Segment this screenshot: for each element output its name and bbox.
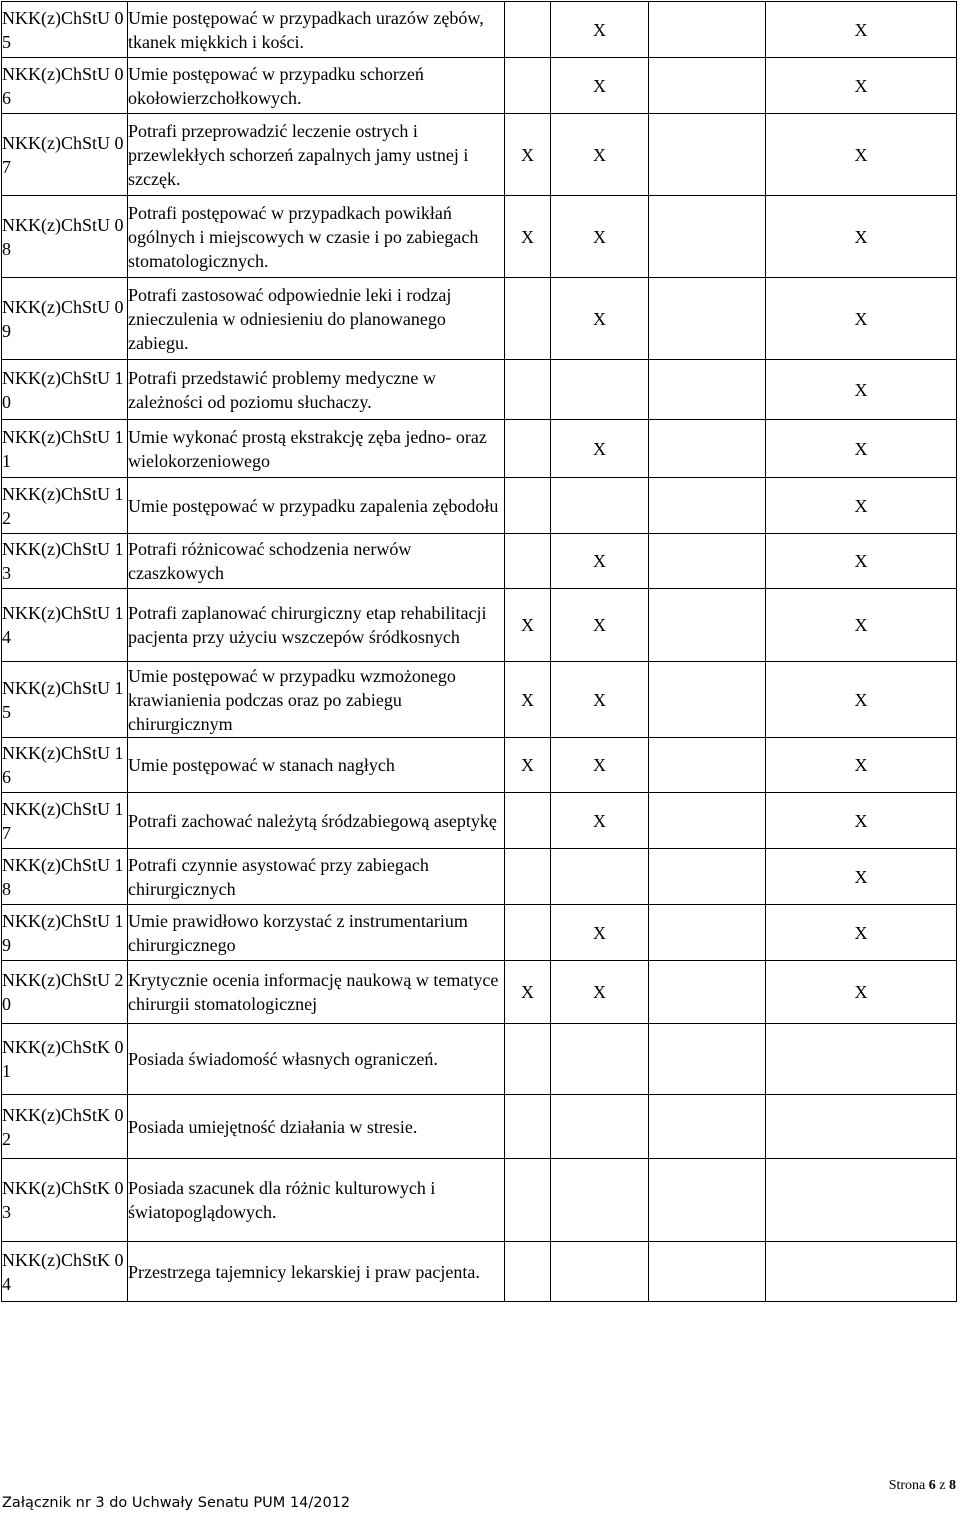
- table-row: [2, 589, 957, 662]
- method-mark-2: X: [551, 114, 649, 196]
- outcome-description: Potrafi zaplanować chirurgiczny etap rehabilitacji pacjenta przy użyciu wszczepów śródkosnych: [128, 589, 505, 662]
- table-row: [2, 1024, 957, 1095]
- method-mark-2: X: [551, 961, 649, 1024]
- method-mark-1: [505, 1242, 551, 1302]
- outcome-description: Posiada umiejętność działania w stresie.: [128, 1095, 505, 1159]
- outcome-code: NKK(z)ChStK 04: [2, 1242, 128, 1302]
- method-mark-4: X: [766, 2, 957, 58]
- method-mark-4: X: [766, 360, 957, 420]
- method-mark-1: [505, 2, 551, 58]
- outcome-code: NKK(z)ChStU 14: [2, 589, 128, 662]
- outcome-code: NKK(z)ChStU 18: [2, 849, 128, 905]
- method-mark-2: [551, 360, 649, 420]
- method-mark-4: X: [766, 196, 957, 278]
- table-row: [2, 420, 957, 478]
- method-mark-3: [649, 1159, 766, 1242]
- method-mark-4: X: [766, 420, 957, 478]
- method-mark-4: X: [766, 114, 957, 196]
- method-mark-3: [649, 1095, 766, 1159]
- outcome-description: Przestrzega tajemnicy lekarskiej i praw pacjenta.: [128, 1242, 505, 1302]
- table-row: [2, 1095, 957, 1159]
- method-mark-1: [505, 1024, 551, 1095]
- outcome-code: NKK(z)ChStU 12: [2, 478, 128, 534]
- method-mark-3: [649, 849, 766, 905]
- method-mark-2: [551, 478, 649, 534]
- method-mark-3: [649, 196, 766, 278]
- method-mark-4: [766, 1159, 957, 1242]
- method-mark-2: X: [551, 793, 649, 849]
- method-mark-3: [649, 114, 766, 196]
- table-row: [2, 793, 957, 849]
- table-row: [2, 534, 957, 589]
- table-row: [2, 478, 957, 534]
- method-mark-4: [766, 1242, 957, 1302]
- outcome-description: Krytycznie ocenia informację naukową w tematyce chirurgii stomatologicznej: [128, 961, 505, 1024]
- method-mark-1: [505, 58, 551, 114]
- method-mark-2: X: [551, 905, 649, 961]
- method-mark-4: X: [766, 478, 957, 534]
- outcome-description: Potrafi czynnie asystować przy zabiegach chirurgicznych: [128, 849, 505, 905]
- method-mark-2: X: [551, 196, 649, 278]
- method-mark-1: X: [505, 662, 551, 738]
- outcome-code: NKK(z)ChStU 07: [2, 114, 128, 196]
- page-number: [889, 1478, 956, 1494]
- method-mark-4: X: [766, 905, 957, 961]
- table-row: [2, 58, 957, 114]
- method-mark-2: X: [551, 534, 649, 589]
- method-mark-3: [649, 420, 766, 478]
- outcome-code: NKK(z)ChStU 10: [2, 360, 128, 420]
- method-mark-4: X: [766, 662, 957, 738]
- outcome-description: Umie postępować w przypadku zapalenia zębodołu: [128, 478, 505, 534]
- method-mark-1: [505, 478, 551, 534]
- method-mark-1: X: [505, 961, 551, 1024]
- outcome-description: Potrafi zachować należytą śródzabiegową aseptykę: [128, 793, 505, 849]
- table-row: [2, 905, 957, 961]
- method-mark-3: [649, 478, 766, 534]
- page-current: 6: [928, 1478, 936, 1493]
- method-mark-2: X: [551, 58, 649, 114]
- table-row: [2, 849, 957, 905]
- table-body: [2, 2, 957, 1302]
- outcome-code: NKK(z)ChStK 02: [2, 1095, 128, 1159]
- method-mark-3: [649, 58, 766, 114]
- outcome-description: Umie postępować w przypadkach urazów zębów, tkanek miękkich i kości.: [128, 2, 505, 58]
- table-row: [2, 961, 957, 1024]
- method-mark-3: [649, 1242, 766, 1302]
- method-mark-1: X: [505, 196, 551, 278]
- attachment-footer: Załącznik nr 3 do Uchwały Senatu PUM 14/2012: [2, 1495, 351, 1511]
- method-mark-3: [649, 738, 766, 793]
- page-prefix: Strona: [888, 1478, 926, 1493]
- outcome-code: NKK(z)ChStU 19: [2, 905, 128, 961]
- method-mark-4: X: [766, 849, 957, 905]
- method-mark-1: X: [505, 589, 551, 662]
- table-row: [2, 360, 957, 420]
- method-mark-4: X: [766, 278, 957, 360]
- outcome-code: NKK(z)ChStK 01: [2, 1024, 128, 1095]
- table-row: [2, 2, 957, 58]
- method-mark-4: X: [766, 961, 957, 1024]
- table-row: [2, 662, 957, 738]
- method-mark-4: X: [766, 58, 957, 114]
- method-mark-2: [551, 1242, 649, 1302]
- method-mark-3: [649, 961, 766, 1024]
- method-mark-1: [505, 1159, 551, 1242]
- outcome-code: NKK(z)ChStU 16: [2, 738, 128, 793]
- method-mark-2: X: [551, 420, 649, 478]
- table-row: [2, 1159, 957, 1242]
- method-mark-1: [505, 534, 551, 589]
- outcomes-table-container: [1, 1, 956, 1305]
- table-row: [2, 738, 957, 793]
- outcome-description: Umie prawidłowo korzystać z instrumentarium chirurgicznego: [128, 905, 505, 961]
- method-mark-2: [551, 1159, 649, 1242]
- method-mark-4: X: [766, 738, 957, 793]
- outcome-description: Posiada świadomość własnych ograniczeń.: [128, 1024, 505, 1095]
- outcome-code: NKK(z)ChStU 17: [2, 793, 128, 849]
- outcome-description: Potrafi postępować w przypadkach powikłań ogólnych i miejscowych w czasie i po zabiegach stomatologicznych.: [128, 196, 505, 278]
- method-mark-1: [505, 360, 551, 420]
- method-mark-3: [649, 534, 766, 589]
- outcome-description: Potrafi przeprowadzić leczenie ostrych i przewlekłych schorzeń zapalnych jamy ustnej i szczęk.: [128, 114, 505, 196]
- outcome-code: NKK(z)ChStU 15: [2, 662, 128, 738]
- method-mark-4: X: [766, 534, 957, 589]
- table-row: [2, 196, 957, 278]
- method-mark-2: [551, 849, 649, 905]
- outcome-description: Posiada szacunek dla różnic kulturowych i światopoglądowych.: [128, 1159, 505, 1242]
- method-mark-3: [649, 2, 766, 58]
- method-mark-4: X: [766, 793, 957, 849]
- method-mark-2: [551, 1024, 649, 1095]
- outcome-code: NKK(z)ChStU 09: [2, 278, 128, 360]
- method-mark-1: [505, 905, 551, 961]
- outcome-description: Umie postępować w przypadku wzmożonego krawianienia podczas oraz po zabiegu chirurgicznym: [128, 662, 505, 738]
- outcome-code: NKK(z)ChStU 11: [2, 420, 128, 478]
- method-mark-1: X: [505, 738, 551, 793]
- method-mark-3: [649, 278, 766, 360]
- method-mark-2: X: [551, 738, 649, 793]
- method-mark-3: [649, 589, 766, 662]
- outcome-description: Potrafi przedstawić problemy medyczne w zależności od poziomu słuchaczy.: [128, 360, 505, 420]
- method-mark-2: [551, 1095, 649, 1159]
- outcome-code: NKK(z)ChStU 20: [2, 961, 128, 1024]
- method-mark-3: [649, 793, 766, 849]
- table-row: [2, 278, 957, 360]
- method-mark-1: [505, 849, 551, 905]
- table-row: [2, 1242, 957, 1302]
- method-mark-4: [766, 1095, 957, 1159]
- table-row: [2, 114, 957, 196]
- outcome-code: NKK(z)ChStU 08: [2, 196, 128, 278]
- outcome-description: Umie wykonać prostą ekstrakcję zęba jedno- oraz wielokorzeniowego: [128, 420, 505, 478]
- method-mark-4: X: [766, 589, 957, 662]
- method-mark-2: X: [551, 278, 649, 360]
- method-mark-1: X: [505, 114, 551, 196]
- method-mark-1: [505, 793, 551, 849]
- method-mark-3: [649, 1024, 766, 1095]
- method-mark-3: [649, 905, 766, 961]
- outcome-code: NKK(z)ChStU 06: [2, 58, 128, 114]
- method-mark-3: [649, 360, 766, 420]
- method-mark-1: [505, 278, 551, 360]
- outcome-description: Potrafi różnicować schodzenia nerwów czaszkowych: [128, 534, 505, 589]
- method-mark-3: [649, 662, 766, 738]
- method-mark-1: [505, 1095, 551, 1159]
- outcome-code: NKK(z)ChStU 13: [2, 534, 128, 589]
- outcome-description: Potrafi zastosować odpowiednie leki i rodzaj znieczulenia w odniesieniu do planowanego zabiegu.: [128, 278, 505, 360]
- outcome-description: Umie postępować w przypadku schorzeń okołowierzchołkowych.: [128, 58, 505, 114]
- method-mark-2: X: [551, 662, 649, 738]
- outcome-description: Umie postępować w stanach nagłych: [128, 738, 505, 793]
- learning-outcomes-table: [1, 1, 957, 1302]
- method-mark-2: X: [551, 2, 649, 58]
- method-mark-2: X: [551, 589, 649, 662]
- method-mark-4: [766, 1024, 957, 1095]
- method-mark-1: [505, 420, 551, 478]
- outcome-code: NKK(z)ChStK 03: [2, 1159, 128, 1242]
- outcome-code: NKK(z)ChStU 05: [2, 2, 128, 58]
- page-separator: z: [939, 1478, 946, 1493]
- page-total: 8: [949, 1478, 956, 1493]
